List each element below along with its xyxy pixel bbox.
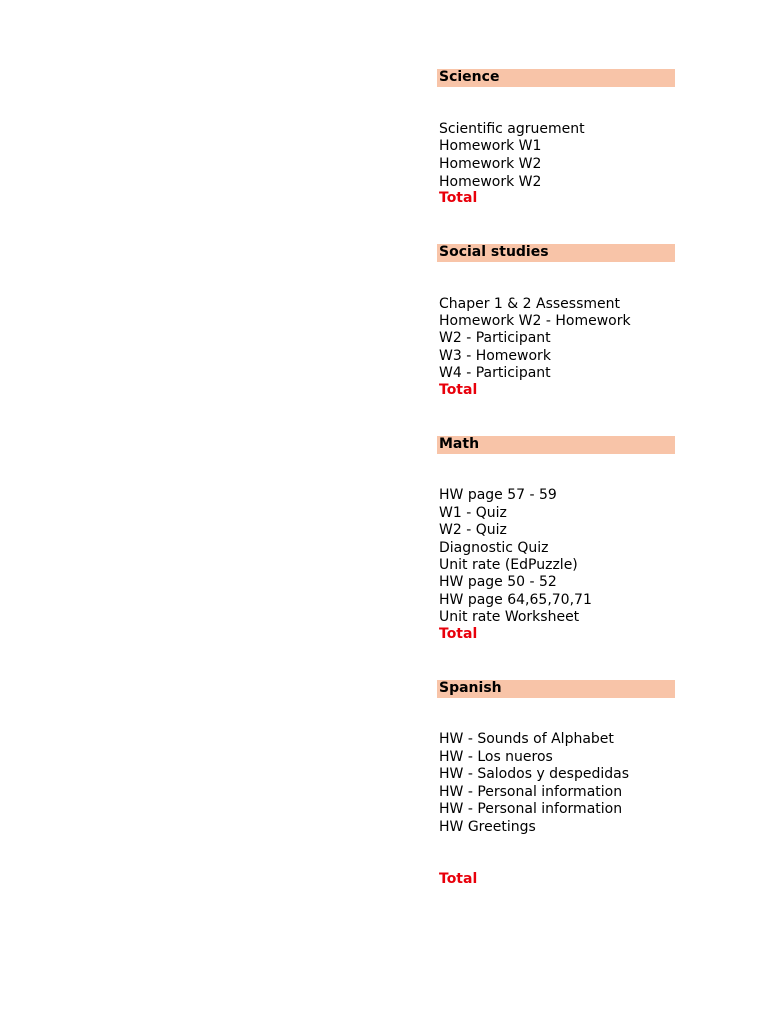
list-item: Homework W2 - Homework [439,313,631,329]
list-item: HW - Personal information [439,784,623,800]
list-item: W3 - Homework [439,348,551,364]
list-item: HW page 64,65,70,71 [439,592,592,608]
list-item: W2 - Participant [439,330,551,346]
science-total-label: Total [439,190,478,206]
list-item: HW - Salodos y despedidas [439,766,630,782]
list-item: W1 - Quiz [439,505,507,521]
spanish-total-label: Total [439,871,478,887]
list-item: Diagnostic Quiz [439,540,549,556]
social-studies-total-label: Total [439,382,478,398]
math-total-label: Total [439,626,478,642]
list-item: Scientific agruement [439,121,585,137]
list-item: Unit rate Worksheet [439,609,580,625]
social-studies-header: Social studies [437,244,675,262]
list-item: Chaper 1 & 2 Assessment [439,296,620,312]
science-header: Science [437,69,675,87]
list-item: Homework W1 [439,138,542,154]
list-item: HW - Sounds of Alphabet [439,731,614,747]
list-item: HW - Personal information [439,801,623,817]
list-item: HW Greetings [439,819,536,835]
list-item: Homework W2 [439,174,542,190]
spanish-header: Spanish [437,680,675,698]
list-item: W4 - Participant [439,365,551,381]
list-item: HW page 57 - 59 [439,487,557,503]
math-header: Math [437,436,675,454]
list-item: Homework W2 [439,156,542,172]
list-item: Unit rate (EdPuzzle) [439,557,578,573]
list-item: W2 - Quiz [439,522,507,538]
list-item: HW page 50 - 52 [439,574,557,590]
list-item: HW - Los nueros [439,749,553,765]
